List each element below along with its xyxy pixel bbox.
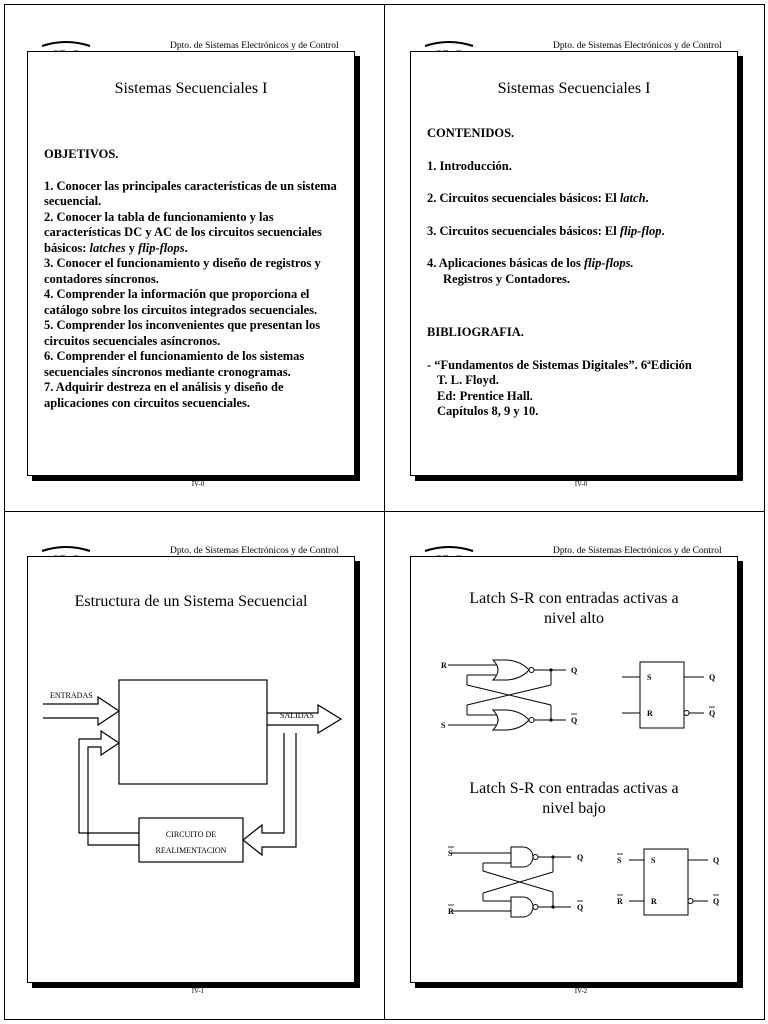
objective-item: 2. Conocer la tabla de funcionamiento y las características DC y AC de los circuitos secuenciales básicos: latches y flip-flops. [44,209,322,255]
header-dept: Dpto. de Sistemas Electrónicos y de Control [553,546,722,556]
contents-item: 3. Circuitos secuenciales básicos: El flip-flop. [427,223,665,238]
label-Q: Q [571,666,578,675]
label-R: R [441,661,447,670]
feedback-block [139,818,243,862]
label-R-bar: R [448,907,454,916]
title-active-high-line-2: nivel alto [544,610,604,627]
symbol-S-bar-input: S [617,856,622,865]
title-active-high-line-1: Latch S-R con entradas activas a [469,590,679,607]
objective-item: 7. Adquirir destreza en el análisis y diseño de aplicaciones con circuitos secuenciales. [44,380,284,410]
label-S-bar: S [448,849,453,858]
symbol-R-bar-input: R [617,897,623,906]
sr-latch-symbol-low [629,849,708,915]
symbol-S: S [651,856,656,865]
header-dept: Dpto. de Sistemas Electrónicos y de Control [170,546,339,556]
header-dept: Dpto. de Sistemas Electrónicos y de Control [553,41,722,51]
bibliography-heading: BIBLIOGRAFIA. [427,325,524,339]
slide-4 [410,556,738,983]
symbol-Q: Q [713,856,720,865]
slide-footer: IV-0 [191,480,205,488]
objective-item: 5. Comprender los inconvenientes que presentan los circuitos secuenciales asíncronos. [44,318,321,348]
contents-heading: CONTENIDOS. [427,126,515,140]
slide-footer: IV-0 [574,480,588,488]
slide-footer: IV-1 [191,987,205,995]
symbol-Q-bar: Q [709,709,716,718]
objective-item: 4. Comprender la información que proporciona el catálogo sobre los circuitos integrados secuenciales. [44,287,318,317]
slide-title: Estructura de un Sistema Secuencial [74,593,308,610]
objective-item: 1. Conocer las principales características de un sistema secuencial. [44,178,337,208]
objective-item: 3. Conocer el funcionamiento y diseño de registros y contadores síncronos. [44,256,321,286]
label-S: S [441,721,446,730]
header-dept: Dpto. de Sistemas Electrónicos y de Control [170,41,339,51]
sequential-system-diagram [28,557,354,982]
feedback-label-2: REALIMENTACION [155,846,227,855]
bibliography-publisher: Ed: Prentice Hall. [437,388,533,403]
objectives-heading: OBJETIVOS. [44,147,119,161]
symbol-Q: Q [709,673,716,682]
objectives-list [44,147,344,411]
contents-item: 2. Circuitos secuenciales básicos: El latch. [427,191,649,205]
inputs-arrow [43,697,119,725]
contents-item: 1. Introducción. [427,158,512,173]
slide-title: Sistemas Secuenciales I [497,80,651,97]
slide-1 [27,51,355,476]
slide-3 [27,556,355,983]
objective-item: 6. Comprender el funcionamiento de los sistemas secuenciales síncronos mediante cronogramas. [44,349,305,379]
label-Q-bar: Q [571,716,578,725]
nor-latch-circuit [448,660,566,730]
title-active-low-line-1: Latch S-R con entradas activas a [469,780,679,797]
contents-list [427,126,732,420]
inputs-label: ENTRADAS [50,691,93,700]
slide-title: Sistemas Secuenciales I [114,80,268,97]
bibliography-chapters: Capítulos 8, 9 y 10. [437,404,539,418]
title-active-low-line-2: nivel bajo [542,800,606,817]
symbol-R: R [651,897,657,906]
feedback-label-1: CIRCUITO DE [165,830,217,839]
bibliography-author: T. L. Floyd. [437,373,499,387]
contents-item: Registros y Contadores. [443,271,570,286]
slide-footer: IV-2 [574,987,588,995]
symbol-S: S [647,673,652,682]
feedback-return-arrow [243,733,296,855]
bibliography-entry: - “Fundamentos de Sistemas Digitales”. 6ªEdición [427,357,692,372]
contents-item: 4. Aplicaciones básicas de los flip-flops. [427,256,634,270]
label-Q-bar: Q [577,903,584,912]
latch-diagrams [411,557,737,982]
label-Q: Q [577,853,584,862]
logic-block [119,680,267,784]
sr-latch-symbol-high [622,662,704,728]
feedback-forward-arrow [79,731,139,845]
symbol-Q-bar: Q [713,897,720,906]
slide-2 [410,51,738,476]
outputs-label: SALIDAS [280,711,314,720]
symbol-R: R [647,709,653,718]
